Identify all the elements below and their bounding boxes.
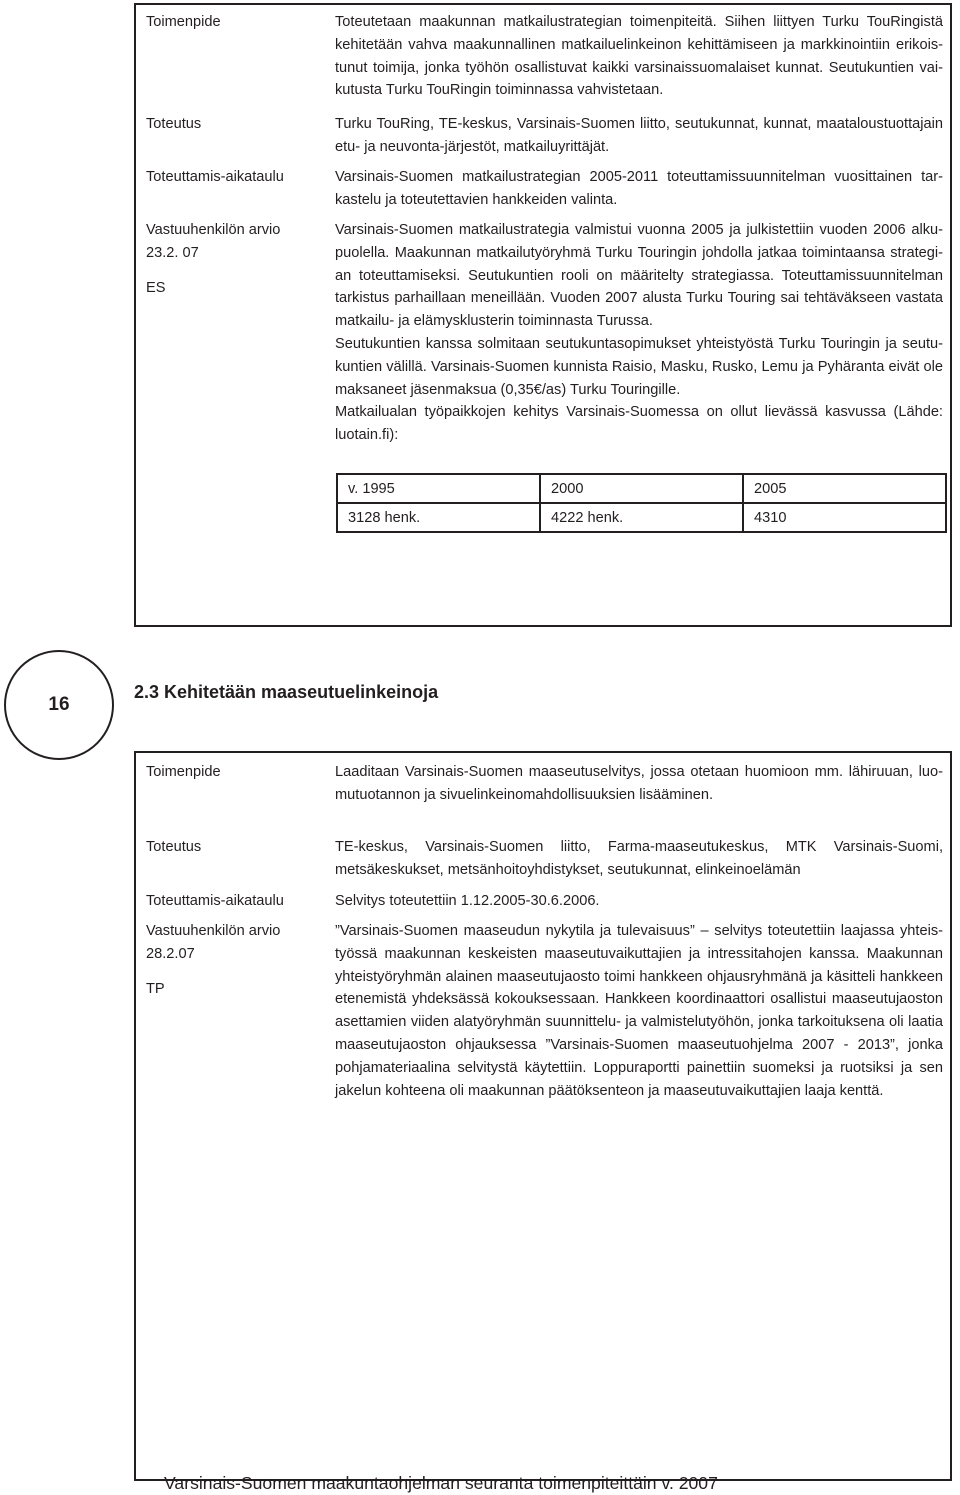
- table-cell: 3128 henk.: [337, 503, 540, 532]
- section-heading: 2.3 Kehitetään maaseutuelinkeinoja: [134, 682, 439, 702]
- label-toteutus: Toteutus: [146, 116, 202, 132]
- label-arvio: [146, 920, 321, 1000]
- label-toimenpide: Toimenpide: [146, 764, 221, 780]
- table-row: [337, 474, 946, 503]
- arvio-paragraph: Seutukuntien kanssa solmitaan seutukuntasopimukset yhteistyöstä Turku Touringin ja seutukuntien välillä. Varsinais-Suomen kunnista Raisio, Masku, Rusko, Lemu ja Pyhäranta eivät ole maksaneet jäsenmaksua (0,35€/as) Turku Touringille.: [335, 335, 943, 398]
- table-cell: v. 1995: [337, 474, 540, 503]
- label-aikataulu: Toteuttamis-aikataulu: [146, 893, 284, 909]
- label-toteutus: Toteutus: [146, 839, 202, 855]
- table-row: [337, 503, 946, 532]
- value-toimenpide: Laaditaan Varsinais-Suomen maaseutuselvitys, jossa otetaan huomioon mm. lähiruuan, luomutuotannon ja sivuelinkeinomahdollisuuksien lisääminen.: [335, 764, 943, 803]
- value-toteutus: Turku TouRing, TE-keskus, Varsinais-Suomen liitto, seutukunnat, kunnat, maataloustuottajain etu- ja neuvonta-järjestöt, matkailuyrittäjät.: [335, 116, 943, 155]
- table-cell: 2005: [743, 474, 946, 503]
- page-number-badge: [4, 650, 114, 760]
- value-toteutus: TE-keskus, Varsinais-Suomen liitto, Farma-maaseutukeskus, MTK Varsinais-Suomi, metsäkeskukset, metsänhoitoyhdistykset, seutukunnat, elinkeinoelämän: [335, 839, 943, 878]
- label-toimenpide: Toimenpide: [146, 14, 221, 30]
- label-aikataulu: Toteuttamis-aikataulu: [146, 169, 284, 185]
- arvio-paragraph: Varsinais-Suomen matkailustrategia valmistui vuonna 2005 ja julkistettiin vuoden 2006 alkupuolella. Maakunnan matkailutyöryhmä Turku Touringin johdolla jatkaa toimintaansa strategian toteuttamiseksi. Seutukuntien rooli on määritelty strategiassa. Toteuttamissuunnitelman tarkistus parhaillaan meneillään. Vuoden 2007 alusta Turku Touring sai tehtäväkseen vastata matkailu- ja elämysklusterin toiminnasta Turussa.: [335, 222, 943, 330]
- value-aikataulu: Varsinais-Suomen matkailustrategian 2005-2011 toteuttamissuunnitelman vuosittainen tarkastelu ja toteutettavien hankkeiden valinta.: [335, 169, 943, 208]
- page-number: 16: [48, 693, 70, 715]
- label-arvio-initials: TP: [146, 980, 165, 997]
- label-arvio-initials: ES: [146, 279, 166, 296]
- page-footer: Varsinais-Suomen maakuntaohjelman seuranta toimenpiteittäin v. 2007: [164, 1473, 718, 1493]
- table-cell: 4310: [743, 503, 946, 532]
- value-arvio: [335, 219, 943, 447]
- value-toimenpide: Toteutetaan maakunnan matkailustrategian toimenpiteitä. Siihen liittyen Turku TouRingistä kehitetään vahva maakunnallinen matkailuelinkeinon kehittämiseen ja markkinointiin erikoistunut toimija, jonka työhön osallistuvat kaikki varsinaissuomalaiset kunnat. Seutukuntien vaikutusta Turku TouRingin toiminnassa vahvistetaan.: [335, 14, 943, 99]
- value-arvio: ”Varsinais-Suomen maaseudun nykytila ja tulevaisuus” – selvitys toteutettiin laajassa yhteistyössä maakunnan keskeisten maaseutuvaikuttajien ja intressitahojen kanssa. Maakunnan yhteistyöryhmän alainen maaseutujaosto toimi hankkeen ohjausryhmänä ja käsitteli hankkeen etenemistä yhdeksässä kokouksessaan. Hankkeen koordinaattori osallistui maaseutujaoston asettamien viiden alatyöryhmän suunnittelu- ja valmistelutyöhön, jonka tarkoituksena oli laatia maaseutujaoston ohjauksessa ”Varsinais-Suomen maaseutuohjelma 2007 - 2013”, jonka pohjamateriaalina selvitystä käytettiin. Loppuraportti painettiin suomeksi ja ruotsiksi ja sen jakelun kohteena oli maakunnan päätöksenteon ja maaseutuvaikuttajien laaja kenttä.: [335, 923, 943, 1099]
- employment-table: [336, 473, 947, 533]
- label-arvio-title: Vastuuhenkilön arvio: [146, 923, 281, 939]
- table-cell: 4222 henk.: [540, 503, 743, 532]
- value-aikataulu: Selvitys toteutettiin 1.12.2005-30.6.2006.: [335, 893, 600, 909]
- report-box-rural: [134, 751, 952, 1481]
- label-arvio-date: 28.2.07: [146, 945, 195, 962]
- label-arvio-date: 23.2. 07: [146, 244, 199, 261]
- label-arvio: [146, 219, 321, 299]
- arvio-paragraph: Matkailualan työpaikkojen kehitys Varsinais-Suomessa on ollut lievässä kasvussa (Lähde: luotain.fi):: [335, 404, 943, 444]
- table-cell: 2000: [540, 474, 743, 503]
- label-arvio-title: Vastuuhenkilön arvio: [146, 222, 281, 238]
- report-box-tourism: [134, 3, 952, 627]
